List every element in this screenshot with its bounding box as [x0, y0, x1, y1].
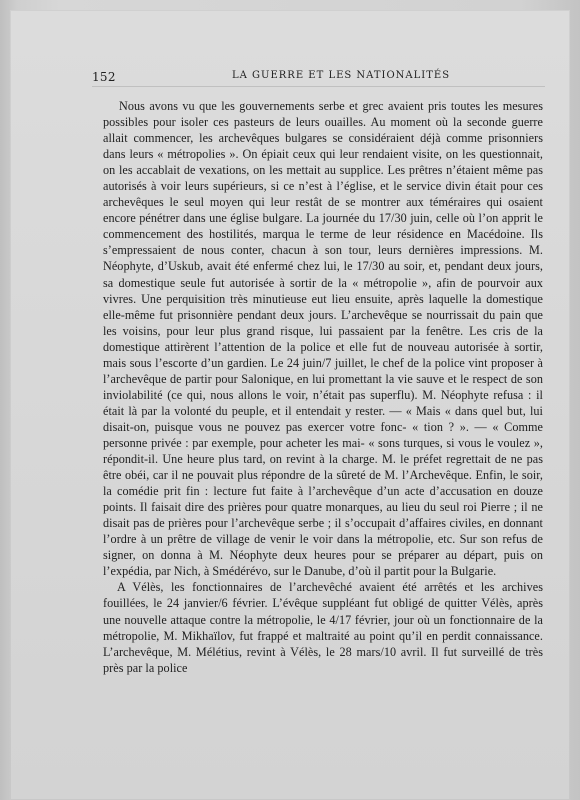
page-number: 152	[92, 70, 116, 84]
main-text	[103, 98, 543, 768]
paragraph-1: Nous avons vu que les gouvernements serbe et grec avaient pris toutes les mesures possibles pour isoler ces pasteurs de leurs ouailles. Au moment où la seconde guerre allait commencer, les archevêques bulgares se considéraient déjà comme prisonniers dans leurs « métropolies ». On épiait ceux qui leur rendaient visite, on les questionnait, on les accablait de vexations, on les mettait au supplice. Les prêtres n’étaient même pas autorisés à voir leurs supérieurs, si ce n’est à l’église, et le service divin était pour ces archevêques le seul moyen qui leur restât de se montrer aux téméraires qui osaient encore pénétrer dans une église bulgare. La journée du 17/30 juin, celle où l’on apprit le commencement des hostilités, marqua le terme de leur résidence en Macédoine. Ils s’empressaient de nous conter, chacun à son tour, leurs dernières impressions. M. Néophyte, d’Uskub, avait été enfermé chez lui, le 17/30 au soir, et, pendant deux jours, sa domestique seule fut autorisée à sortir de la « métropolie », afin de pourvoir aux vivres. Une perquisition très minutieuse eut lieu ensuite, après laquelle la domestique elle-même fut prisonnière pendant deux jours. L’archevêque se nourrissait du pain que les voisins, pour leur plus grand risque, lui passaient par la fenêtre. Les cris de la domestique attirèrent l’attention de la police et elle fut de nouveau autorisée à sortir, mais sous l’escorte d’un gardien. Le 24 juin/7 juillet, le chef de la police vint proposer à l’archevêque de partir pour Salonique, en lui promettant la vie sauve et le respect de son inviolabilité (ce qui, nous allons le voir, n’était pas superflu). M. Néophyte refusa : il était là par la volonté du peuple, et il entendait y rester. — « Mais « dans quel but, lui disait-on, puisque vous ne pouvez pas exercer votre fonc- « tion ? ». — « Comme personne privée : par exemple, pour acheter les mai- « sons turques, si vous le voulez », répondit-il. Une heure plus tard, on revint à la charge. M. le préfet regrettait de ne pas être obéi, car il ne pouvait plus répondre de la sûreté de M. l’Archevêque. Enfin, le soir, la comédie prit fin : lecture fut faite à l’archevêque d’un acte d’accusation en douze points. Il faisait dire des prières pour quatre monarques, au lieu du seul roi Pierre ; il ne disait pas de prières pour l’archevêque serbe ; il s’occupait d’affaires civiles, en donnant l’ordre à un prêtre de village de venir le voir dans la métropolie, etc. Sur son refus de signer, on donna à M. Néophyte deux heures pour se préparer au départ, puis on l’expédia, par Nich, à Smédérévo, sur le Danube, d’où il partit pour la Bulgarie.	[103, 99, 543, 579]
paragraph-2: A Vélès, les fonctionnaires de l’archevêché avaient été arrêtés et les archives fouillées, le 24 janvier/6 février. L’évêque suppléant fut obligé de quitter Vélès, après une nouvelle attaque contre la métropolie, le 4/17 février, jour où un fonctionnaire de la métropolie, M. Mikhaïlov, fut frappé et maltraité au point qu’il en perdit connaissance. L’archevêque, M. Mélétius, revint à Vélès, le 28 mars/10 avril. Il fut surveillé de très près par la police	[103, 580, 543, 675]
header-rule	[92, 86, 545, 87]
running-title: LA GUERRE ET LES NATIONALITÉS	[232, 70, 451, 81]
